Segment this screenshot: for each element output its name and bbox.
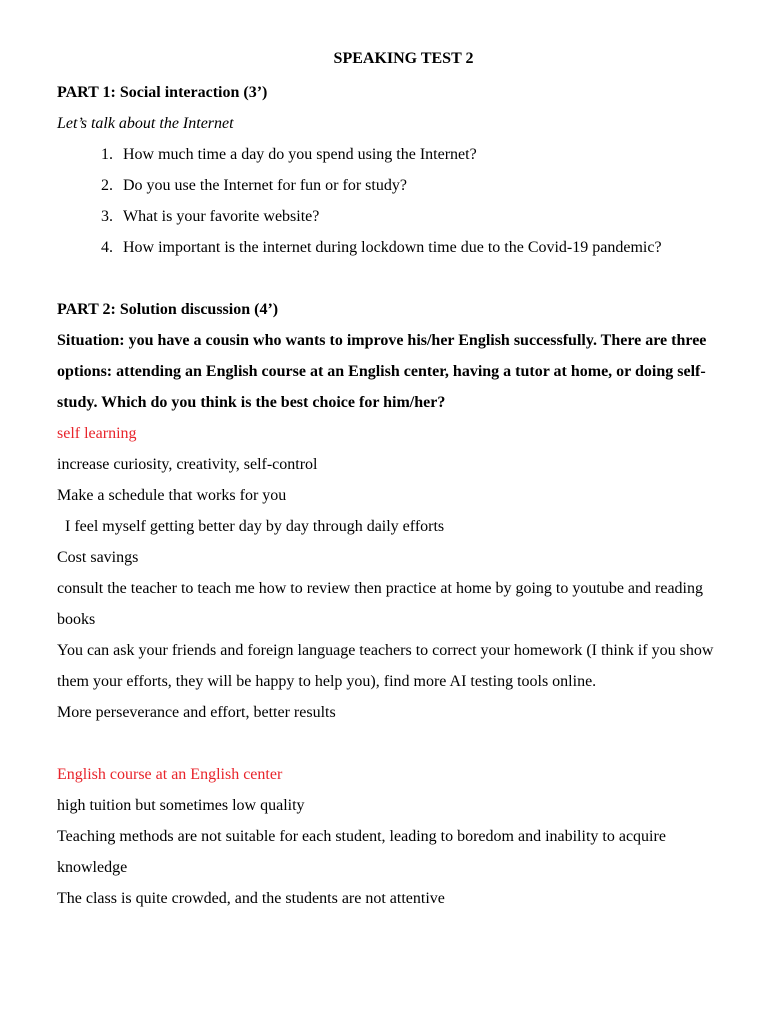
question-number: 2. — [101, 177, 113, 194]
english-center-point: Teaching methods are not suitable for each student, leading to boredom and inability to acquire knowledge — [57, 828, 666, 876]
part1-question-list — [57, 139, 728, 263]
section-spacer — [57, 263, 728, 294]
part1-intro: Let’s talk about the Internet — [57, 115, 234, 132]
self-learning-point: Cost savings — [57, 549, 139, 566]
part1-heading: PART 1: Social interaction (3’) — [57, 84, 268, 101]
question-item — [101, 170, 728, 201]
english-center-label: English course at an English center — [57, 766, 283, 783]
question-number: 1. — [101, 146, 113, 163]
self-learning-label: self learning — [57, 425, 137, 442]
question-item — [101, 201, 728, 232]
self-learning-point: increase curiosity, creativity, self-control — [57, 456, 318, 473]
question-item — [101, 232, 728, 263]
section-spacer — [57, 728, 728, 759]
part2-situation: Situation: you have a cousin who wants to improve his/her English successfully. There are three options: attending an English course at an English center, having a tutor at home, or doing self-study. Which do you think is the best choice for him/her? — [57, 332, 707, 411]
question-text: Do you use the Internet for fun or for study? — [123, 177, 407, 194]
question-number: 3. — [101, 208, 113, 225]
self-learning-point: More perseverance and effort, better results — [57, 704, 336, 721]
english-center-point: The class is quite crowded, and the students are not attentive — [57, 890, 445, 907]
self-learning-point: I feel myself getting better day by day through daily efforts — [65, 518, 445, 535]
question-item — [101, 139, 728, 170]
question-number: 4. — [101, 239, 113, 256]
question-text: How important is the internet during lockdown time due to the Covid-19 pandemic? — [123, 239, 662, 256]
self-learning-point: You can ask your friends and foreign language teachers to correct your homework (I think if you show them your efforts, they will be happy to help you), find more AI testing tools online. — [57, 642, 714, 690]
part2-heading: PART 2: Solution discussion (4’) — [57, 301, 279, 318]
self-learning-point: Make a schedule that works for you — [57, 487, 287, 504]
document-title: SPEAKING TEST 2 — [333, 50, 474, 67]
english-center-point: high tuition but sometimes low quality — [57, 797, 305, 814]
question-text: What is your favorite website? — [123, 208, 320, 225]
self-learning-point: consult the teacher to teach me how to review then practice at home by going to youtube and reading books — [57, 580, 703, 628]
question-text: How much time a day do you spend using the Internet? — [123, 146, 477, 163]
